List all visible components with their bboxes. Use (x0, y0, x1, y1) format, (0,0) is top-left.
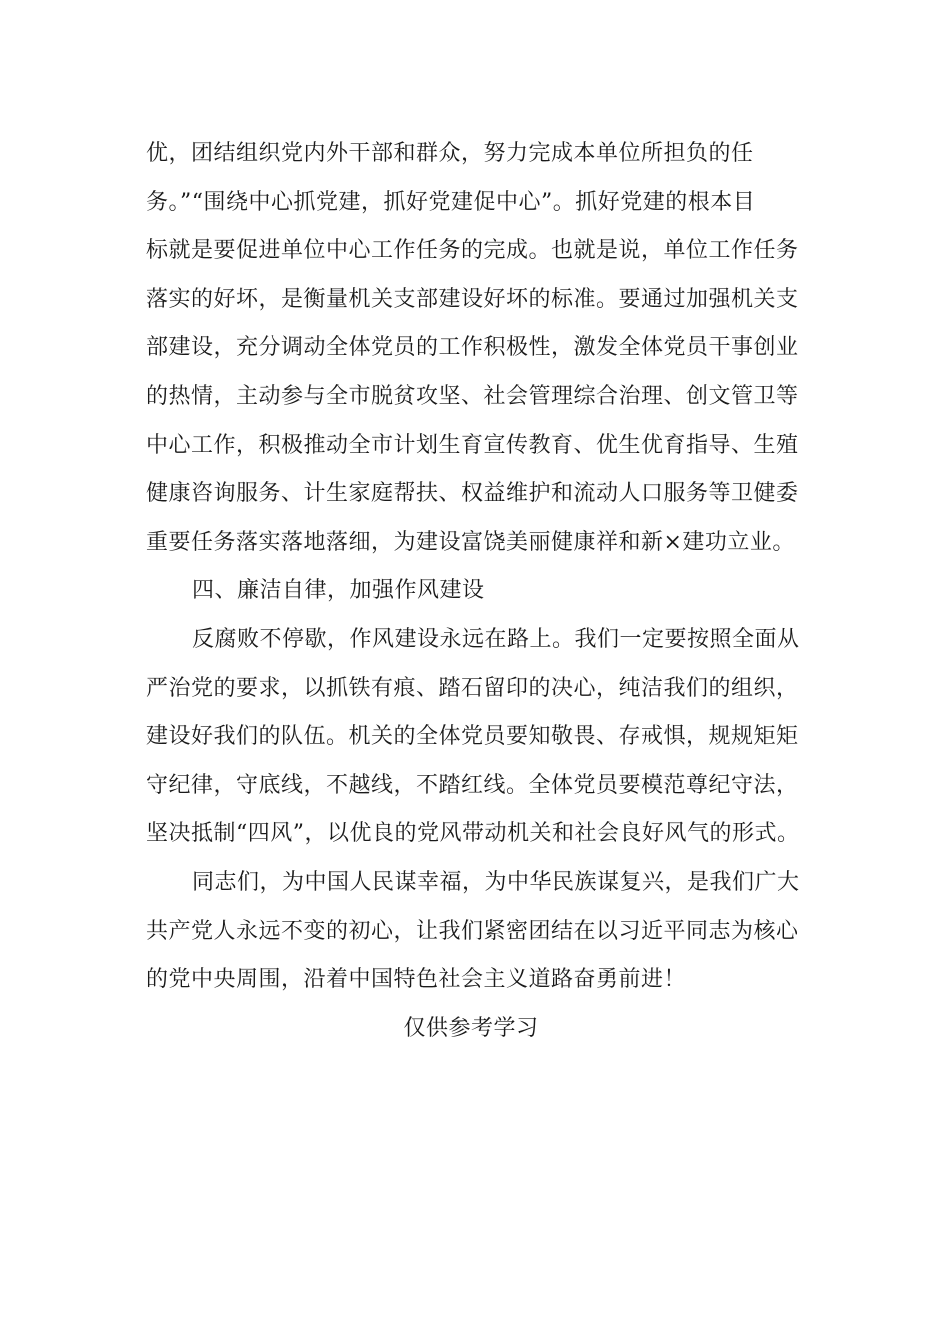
body-line: 部建设，充分调动全体党员的工作积极性，激发全体党员干事创业 (146, 335, 799, 361)
body-line: 标就是要促进单位中心工作任务的完成。也就是说，单位工作任务 (146, 238, 799, 264)
body-line: 建设好我们的队伍。机关的全体党员要知敬畏、存戒惧，规规矩矩 (146, 724, 799, 750)
body-line: 重要任务落实落地落细，为建设富饶美丽健康祥和新×建功立业。 (146, 529, 795, 555)
body-line: 共产党人永远不变的初心，让我们紧密团结在以习近平同志为核心 (146, 918, 799, 944)
footer-note: 仅供参考学习 (403, 1015, 539, 1041)
body-line: 守纪律，守底线，不越线，不踏红线。全体党员要模范尊纪守法， (146, 772, 799, 798)
paragraph-start-line: 同志们，为中国人民谋幸福，为中华民族谋复兴，是我们广大 (192, 869, 800, 895)
body-line: 坚决抵制“四风”，以优良的党风带动机关和社会良好风气的形式。 (146, 821, 800, 847)
body-line: 优，团结组织党内外干部和群众，努力完成本单位所担负的任 (146, 141, 754, 166)
body-line: 严治党的要求，以抓铁有痕、踏石留印的决心，纯洁我们的组织， (146, 675, 799, 701)
body-line: 中心工作，积极推动全市计划生育宣传教育、优生优育指导、生殖 (146, 432, 799, 458)
body-line: 务。”“围绕中心抓党建，抓好党建促中心”。抓好党建的根本目 (146, 189, 756, 215)
section-heading: 四、廉洁自律，加强作风建设 (192, 578, 485, 604)
body-line: 健康咨询服务、计生家庭帮扶、权益维护和流动人口服务等卫健委 (146, 481, 799, 507)
paragraph-start-line: 反腐败不停歇，作风建设永远在路上。我们一定要按照全面从 (192, 626, 800, 652)
body-line: 的党中央周围，沿着中国特色社会主义道路奋勇前进！ (146, 967, 687, 993)
body-line: 落实的好坏，是衡量机关支部建设好坏的标准。要通过加强机关支 (146, 286, 799, 312)
document-body (146, 130, 806, 1053)
body-line: 的热情，主动参与全市脱贫攻坚、社会管理综合治理、创文管卫等 (146, 383, 799, 409)
